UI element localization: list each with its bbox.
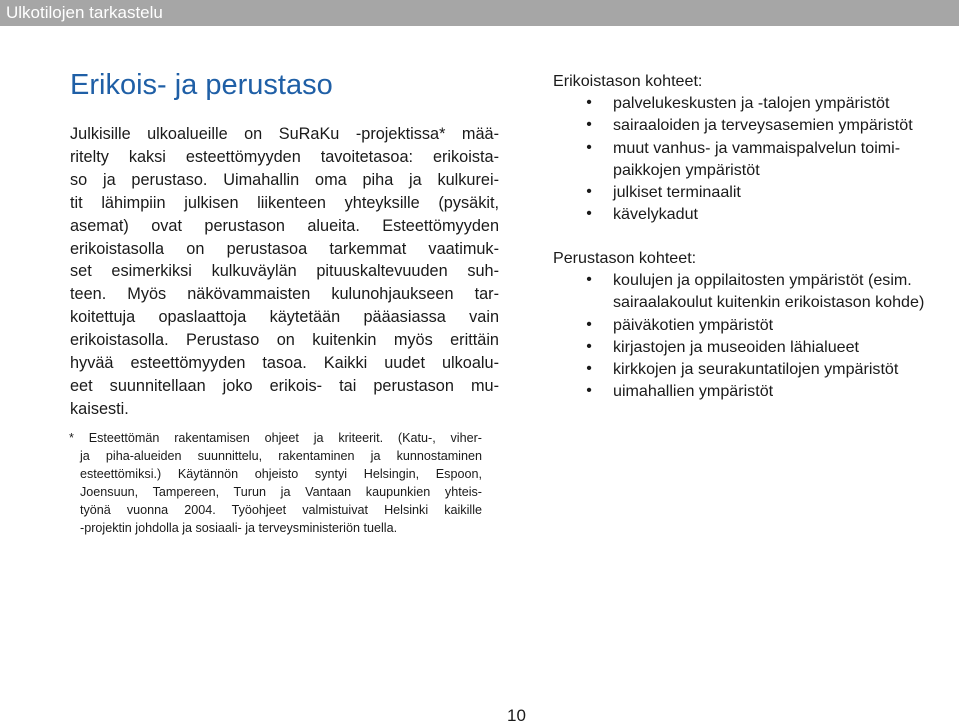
page-title: Erikois- ja perustaso	[70, 69, 333, 101]
basic-level-item	[553, 336, 953, 358]
special-level-section	[553, 70, 953, 225]
basic-level-item-text: koulujen ja oppilaitosten ympäristöt (esim.	[613, 271, 912, 290]
body-text	[70, 123, 499, 421]
special-level-item	[553, 114, 953, 136]
bullet-icon: •	[586, 183, 592, 201]
basic-level-item-text: kirjastojen ja museoiden lähialueet	[613, 337, 860, 356]
special-level-item-text: paikkojen ympäristöt	[613, 160, 760, 179]
footnote-line: * Esteettömän rakentamisen ohjeet ja kriteerit. (Katu-, viher-	[69, 431, 482, 445]
bullet-icon: •	[586, 138, 592, 156]
body-text-line: erikoistasolla on perustasoa tarkemmat vaatimuk-	[70, 239, 499, 258]
body-text-line: Julkisille ulkoalueille on SuRaKu -projektissa* mää-	[70, 125, 499, 143]
bullet-icon: •	[586, 337, 592, 355]
body-text-line: teen. Myös näkövammaisten kulunohjaukseen tar-	[70, 285, 499, 304]
page-number: 10	[507, 706, 526, 725]
body-text-line: set esimerkiksi kulkuväylän pituuskaltevuuden suh-	[70, 262, 499, 281]
basic-level-section	[553, 247, 953, 402]
body-text-line: erikoistasolla. Perustaso on kuitenkin myös erittäin	[70, 331, 499, 350]
basic-level-item-text: päiväkotien ympäristöt	[613, 315, 774, 334]
header-title: Ulkotilojen tarkastelu	[6, 3, 163, 22]
footnote	[69, 430, 482, 537]
basic-level-list	[553, 269, 953, 402]
bullet-icon: •	[586, 382, 592, 400]
basic-level-item-text: uimahallien ympäristöt	[613, 382, 774, 401]
special-level-item	[553, 92, 953, 114]
bullet-icon: •	[586, 94, 592, 112]
body-text-line: kaisesti.	[70, 399, 129, 418]
bullet-icon: •	[586, 271, 592, 289]
special-level-item-text: muut vanhus- ja vammaispalvelun toimi-	[613, 138, 901, 157]
bullet-icon: •	[586, 360, 592, 378]
special-level-item-text: julkiset terminaalit	[613, 183, 741, 202]
special-level-item-text: palvelukeskusten ja -talojen ympäristöt	[613, 94, 890, 113]
basic-level-item	[553, 314, 953, 336]
special-level-list	[553, 92, 953, 225]
bullet-icon: •	[586, 205, 592, 223]
basic-level-item	[553, 380, 953, 402]
basic-level-item-text: kirkkojen ja seurakuntatilojen ympäristöt	[613, 360, 899, 379]
special-level-heading: Erikoistason kohteet:	[553, 72, 703, 90]
special-level-item	[553, 203, 953, 225]
body-text-line: hyvää esteettömyyden tasoa. Kaikki uudet ulkoalu-	[70, 354, 499, 373]
body-text-line: asemat) ovat perustason alueita. Esteettömyyden	[70, 216, 499, 235]
footnote-line: ja piha-alueiden suunnittelu, rakentaminen ja kunnostaminen	[80, 448, 482, 463]
bullet-icon: •	[586, 116, 592, 134]
special-level-item	[553, 181, 953, 203]
body-text-line: koitettuja opaslaattoja käytetään pääasiassa vain	[70, 308, 499, 327]
body-text-line: so ja perustaso. Uimahallin oma piha ja kulkurei-	[70, 170, 499, 189]
body-text-line: ritelty kaksi esteettömyyden tavoitetasoa: erikoista-	[70, 147, 499, 166]
basic-level-item-text: sairaalakoulut kuitenkin erikoistason kohde)	[613, 293, 925, 312]
footnote-line: esteettömiksi.) Käytännön ohjeisto syntyi Helsingin, Espoon,	[80, 466, 482, 481]
special-level-item-text: kävelykadut	[613, 205, 698, 224]
footnote-line: -projektin johdolla ja sosiaali- ja terveysministeriön tuella.	[80, 520, 398, 535]
special-level-item	[553, 137, 953, 181]
body-text-line: tit lähimpiin julkisen liikenteen yhteyksille (pysäkit,	[70, 193, 499, 212]
basic-level-item	[553, 269, 953, 313]
basic-level-heading: Perustason kohteet:	[553, 249, 697, 267]
header-bar	[0, 0, 959, 26]
body-text-line: eet suunnitellaan joko erikois- tai perustason mu-	[70, 376, 499, 395]
footnote-line: työnä vuonna 2004. Työohjeet valmistuivat Helsinki kaikille	[80, 502, 482, 517]
bullet-icon: •	[586, 315, 592, 333]
basic-level-item	[553, 358, 953, 380]
special-level-item-text: sairaaloiden ja terveysasemien ympäristöt	[613, 116, 913, 135]
footnote-line: Joensuun, Tampereen, Turun ja Vantaan kaupunkien yhteis-	[80, 484, 482, 499]
